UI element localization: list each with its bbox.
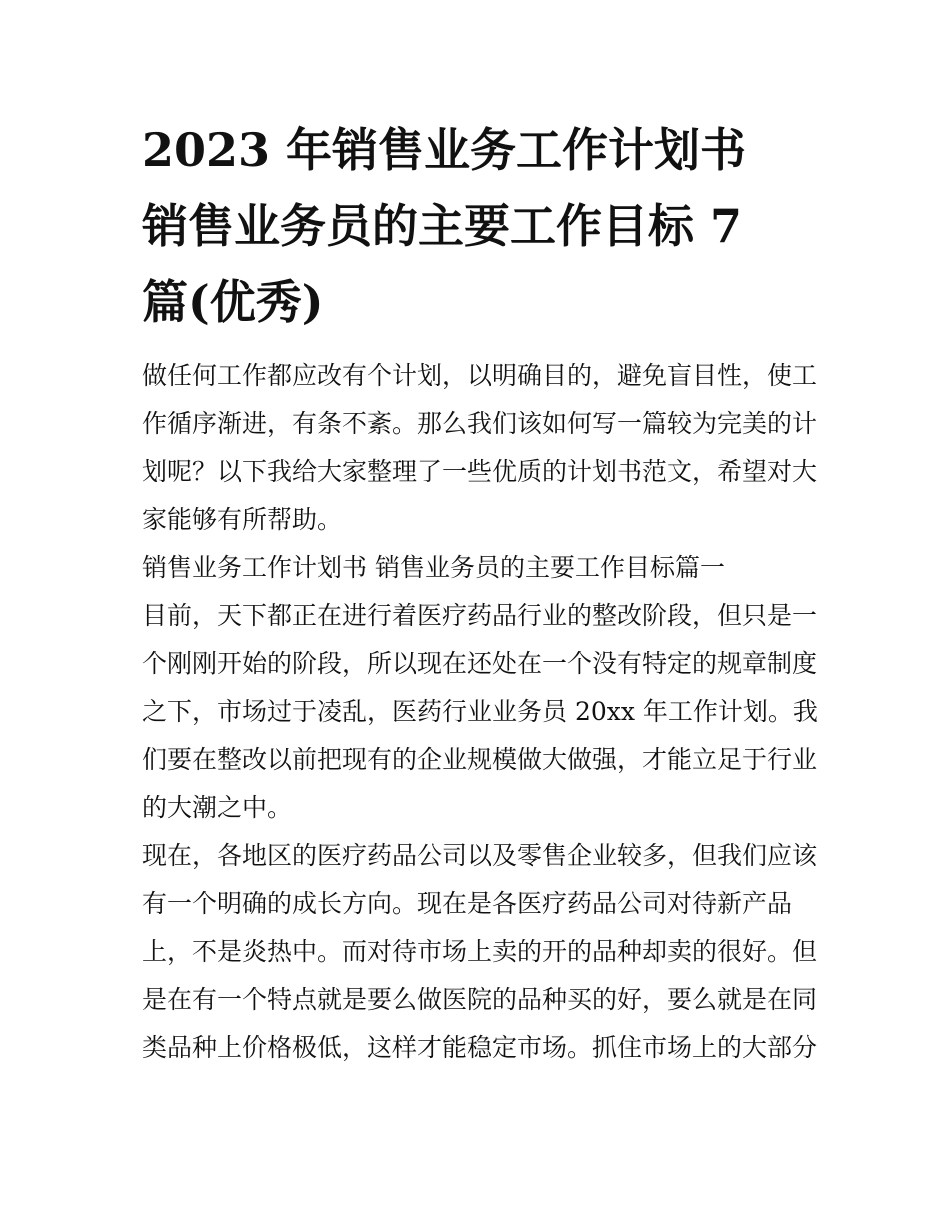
text-line: 上，不是炎热中。而对待市场上卖的开的品种却卖的很好。但 (142, 937, 818, 966)
text-line: 是在有一个特点就是要么做医院的品种买的好，要么就是在同 (142, 985, 818, 1014)
document-title (142, 112, 814, 340)
text-line: 销售业务工作计划书 销售业务员的主要工作目标篇一 (142, 553, 725, 582)
text-line: 作循序渐进，有条不紊。那么我们该如何写一篇较为完美的计 (142, 409, 818, 438)
text-line: 现在，各地区的医疗药品公司以及零售企业较多，但我们应该 (142, 841, 818, 870)
title-line: 2023 年销售业务工作计划书 (142, 123, 747, 177)
text-line: 们要在整改以前把现有的企业规模做大做强，才能立足于行业 (142, 745, 818, 774)
body-paragraph (142, 832, 818, 1072)
text-line: 类品种上价格极低，这样才能稳定市场。抓住市场上的大部分 (142, 1033, 818, 1062)
text-line: 划呢？以下我给大家整理了一些优质的计划书范文，希望对大 (142, 457, 818, 486)
section-heading (142, 544, 814, 592)
document-body (142, 352, 818, 1072)
text-line: 个刚刚开始的阶段，所以现在还处在一个没有特定的规章制度 (142, 649, 818, 678)
title-line: 销售业务员的主要工作目标 7 (142, 199, 743, 253)
title-line: 篇(优秀) (142, 275, 324, 329)
intro-paragraph (142, 352, 818, 544)
document-page (142, 112, 818, 1072)
text-line: 有一个明确的成长方向。现在是各医疗药品公司对待新产品 (142, 889, 793, 918)
text-line: 做任何工作都应改有个计划，以明确目的，避免盲目性，使工 (142, 361, 818, 390)
text-line: 家能够有所帮助。 (142, 505, 343, 534)
body-paragraph (142, 592, 818, 832)
text-line: 目前，天下都正在进行着医疗药品行业的整改阶段，但只是一 (142, 601, 818, 630)
text-line: 之下，市场过于凌乱，医药行业业务员 20xx 年工作计划。我 (142, 697, 818, 726)
text-line: 的大潮之中。 (142, 793, 293, 822)
